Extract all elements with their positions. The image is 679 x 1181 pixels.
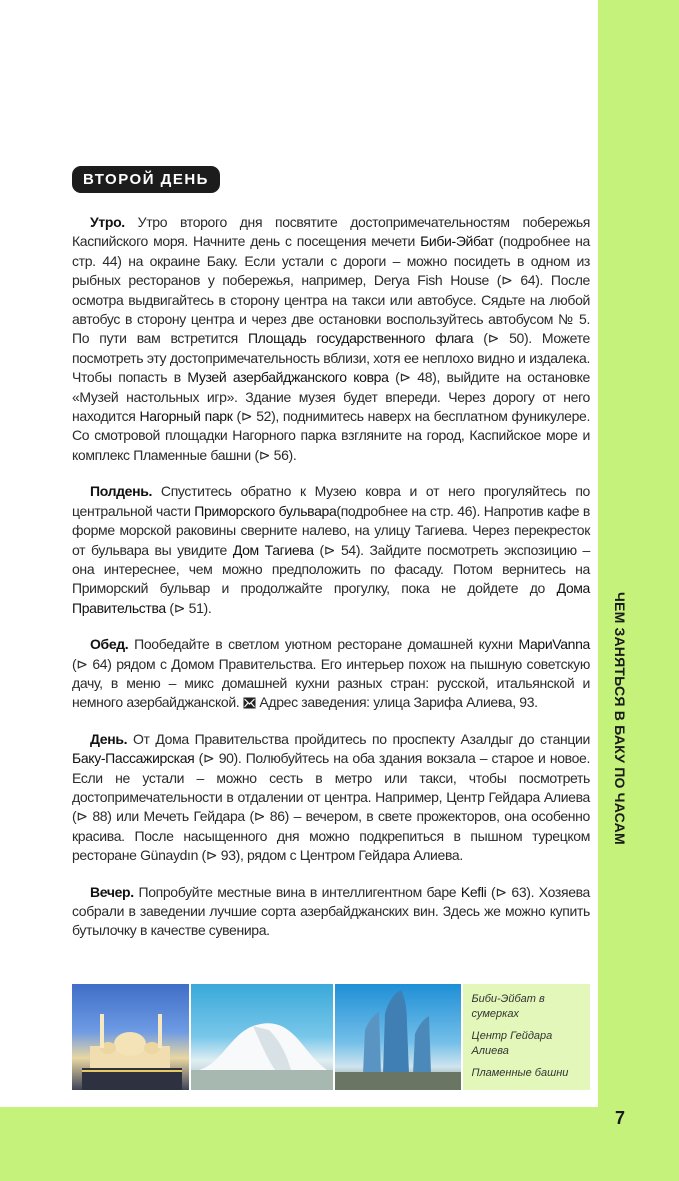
photo-captions [463,984,590,1090]
text: (⊳ 52), поднимитесь наверх на бесплатном фуникулере. Со смотровой площадки Нагорного парка взгляните на город, Каспийское море и комплекс Пламенные башни (⊳ 56). [72,408,590,463]
place-link: Kefli [460,883,487,900]
place-link: Площадь государственного флага [247,330,474,347]
label-noon: Полдень. [90,483,152,500]
text: Пообедайте в светлом уютном ресторане домашней кухни [128,636,519,653]
text: (⊳ 54). Зайдите посмотреть экспозицию – она интереснее, чем можно предположить по фасаду. Потом вернитесь на Приморский бульвар и продолжайте прогулку, пока не дойдете до [72,541,590,597]
place-link: Музей азербайджанского ковра [187,369,389,386]
text: Спуститесь обратно к Музею ковра и от него прогуляйтесь по центральной части [72,483,590,519]
page-number: 7 [614,1107,625,1128]
text: (⊳ 90). Полюбуйтесь на оба здания вокзала – старое и новое. Если не устали – можно сесть в метро или такси, чтобы посмотреть достопримечательности в отдалении от центра. Например, Центр Гейдара Алиева (⊳ 88) или Мечеть Гейдара (⊳ 86) – вечером, в свете прожекторов, она особенно красива. После насыщенного дня можно подкрепиться в пышном турецком ресторане Günaydın (⊳ 93), рядом с Центром Гейдара Алиева. [72,750,590,864]
text: (подробнее на стр. 44) на окраине Баку. Если устали с дороги – можно посидеть в одном из рыбных ресторанов у побережья, например, Derya Fish House (⊳ 64). После осмотра выдвигайтесь в сторону центра на такси или автобусе. Сядьте на любой автобус в сторону центра и через две остановки воспользуйтесь автобусом № 5. По пути вам встретится [72,233,590,347]
text: (⊳ 63). Хозяева собрали в заведении лучшие сорта азербайджанских вин. Здесь же можно купить бутылочку в качестве сувенира. [72,883,590,939]
bottom-band [0,1107,598,1181]
text: Утро второго дня посвятите достопримечательностям побережья Каспийского моря. Начните день с посещения мечети [72,214,590,250]
place-link: Нагорный парк [139,408,233,425]
main-text [72,213,590,958]
paragraph-noon [72,482,590,618]
label-lunch: Обед. [90,636,129,653]
paragraph-lunch [72,635,590,713]
caption-3: Пламенные башни [471,1067,569,1079]
caption-2: Центр Гейдара Алиева [471,1030,553,1057]
text: (подробнее на стр. 46). Напротив кафе в форме морской раковины сверните налево, на улицу Тагиева. Через перекресток от бульвара вы увидите [72,502,590,558]
photo-strip [72,984,590,1090]
text: Попробуйте местные вина в интеллигентном баре [133,883,461,900]
photo-bibi-heybat-mosque [72,984,189,1090]
place-link: Дом Тагиева [232,541,314,558]
place-link: Биби-Эйбат [420,233,494,250]
place-link: Дома Правительства [72,580,590,616]
text: (⊳ 51). [165,599,212,616]
text: (⊳ 64) рядом с Домом Правительства. Его интерьер похож на пышную советскую дачу, в меню – микс домашней кухни разных стран: русской, итальянской и немного азербайджанской. [72,655,590,711]
caption-1: Биби-Эйбат в сумерках [471,993,545,1020]
paragraph-morning [72,213,590,465]
place-link: МариVanna [518,636,590,653]
photo-flame-towers [335,984,462,1090]
photo-heydar-aliyev-center [191,984,333,1090]
label-evening: Вечер. [90,883,134,900]
label-morning: Утро. [90,214,125,230]
paragraph-afternoon [72,730,590,866]
place-link: Приморского бульвара [194,502,337,519]
day-badge: ВТОРОЙ ДЕНЬ [72,166,220,193]
side-strip [598,0,679,1181]
text: От Дома Правительства пройдитесь по проспекту Азалдыг до станции [127,730,590,747]
text: (⊳ 50). Можете посмотреть эту достопримечательность вблизи, хотя ее неплохо видно и издалека. Чтобы попасть в [72,330,590,386]
paragraph-evening [72,883,590,941]
label-afternoon: День. [90,730,128,747]
chapter-title: ЧЕМ ЗАНЯТЬСЯ В БАКУ ПО ЧАСАМ [612,592,628,845]
envelope-icon [243,697,256,709]
text: Адрес заведения: улица Зарифа Алиева, 93. [255,694,538,711]
place-link: Баку-Пассажирская [72,750,195,767]
text: (⊳ 48), выйдите на остановке «Музей настольных игр». Здание музея будет впереди. Через дорогу от него находится [72,369,590,425]
